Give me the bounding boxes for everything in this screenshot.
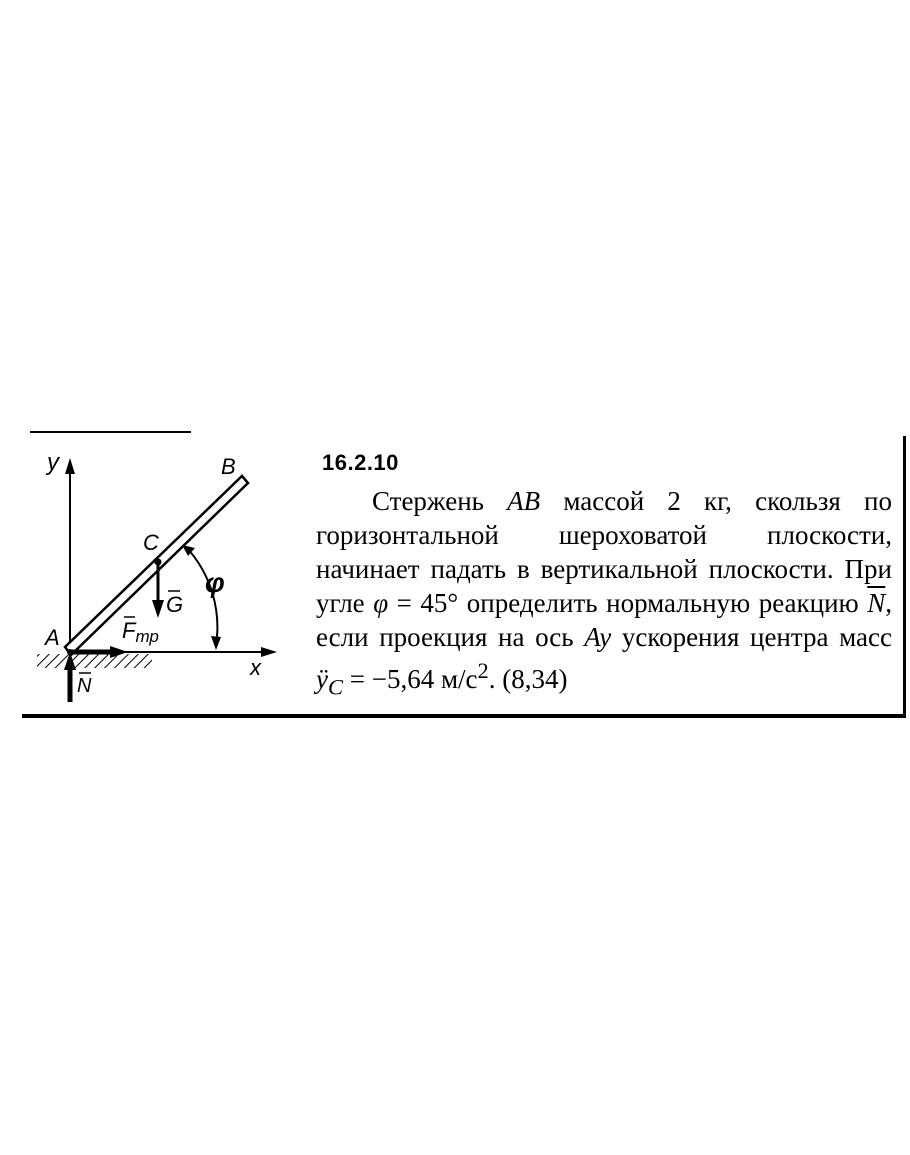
point-a-dot	[67, 649, 73, 655]
top-rule	[30, 431, 191, 433]
normal-reaction-symbol: $\overline{N}$	[867, 588, 886, 618]
axis-name: Ay	[584, 622, 612, 652]
rod-name: AB	[507, 486, 541, 516]
unit-exponent: 2	[477, 658, 489, 683]
problem-number: 16.2.10	[322, 450, 399, 475]
angle-arc-arrow-end-icon	[211, 636, 221, 650]
acceleration-symbol: ÿ	[316, 664, 328, 694]
y-axis-arrow-icon	[65, 458, 75, 474]
label-x: x	[250, 655, 261, 680]
label-a: A	[45, 625, 60, 650]
statement-part-3: = 45° определить нормальную реакцию	[388, 588, 868, 618]
label-phi: φ	[205, 567, 225, 598]
label-c: C	[143, 530, 159, 555]
label-f-subscript: тр	[135, 627, 159, 646]
label-g: G	[166, 592, 184, 617]
ground-hatching	[37, 654, 152, 668]
acceleration-subscript: C	[327, 674, 343, 700]
bottom-rule	[22, 714, 906, 718]
statement-part-4: , если проекция на ось	[316, 588, 892, 652]
x-axis-arrow-icon	[261, 647, 277, 657]
right-rule	[903, 436, 906, 717]
mechanics-figure	[25, 440, 310, 710]
label-f: Fтр	[122, 618, 159, 646]
statement-part-2: массой 2 кг, скользя по горизонтальной шероховатой плоскости, начинает падать в вертикальной плоскости. При угле	[316, 486, 892, 618]
angle-symbol: φ	[373, 588, 389, 618]
label-y: y	[47, 449, 59, 476]
label-n: N	[77, 675, 92, 697]
statement-answer: . (8,34)	[488, 664, 568, 694]
label-b: B	[221, 454, 236, 479]
statement-part-5: ускорения центра масс	[611, 622, 892, 652]
statement-part-1: Стержень	[372, 486, 508, 516]
problem-statement	[316, 484, 892, 704]
statement-part-6: = −5,64 м/с	[343, 664, 478, 694]
gravity-arrow-icon	[152, 600, 164, 618]
